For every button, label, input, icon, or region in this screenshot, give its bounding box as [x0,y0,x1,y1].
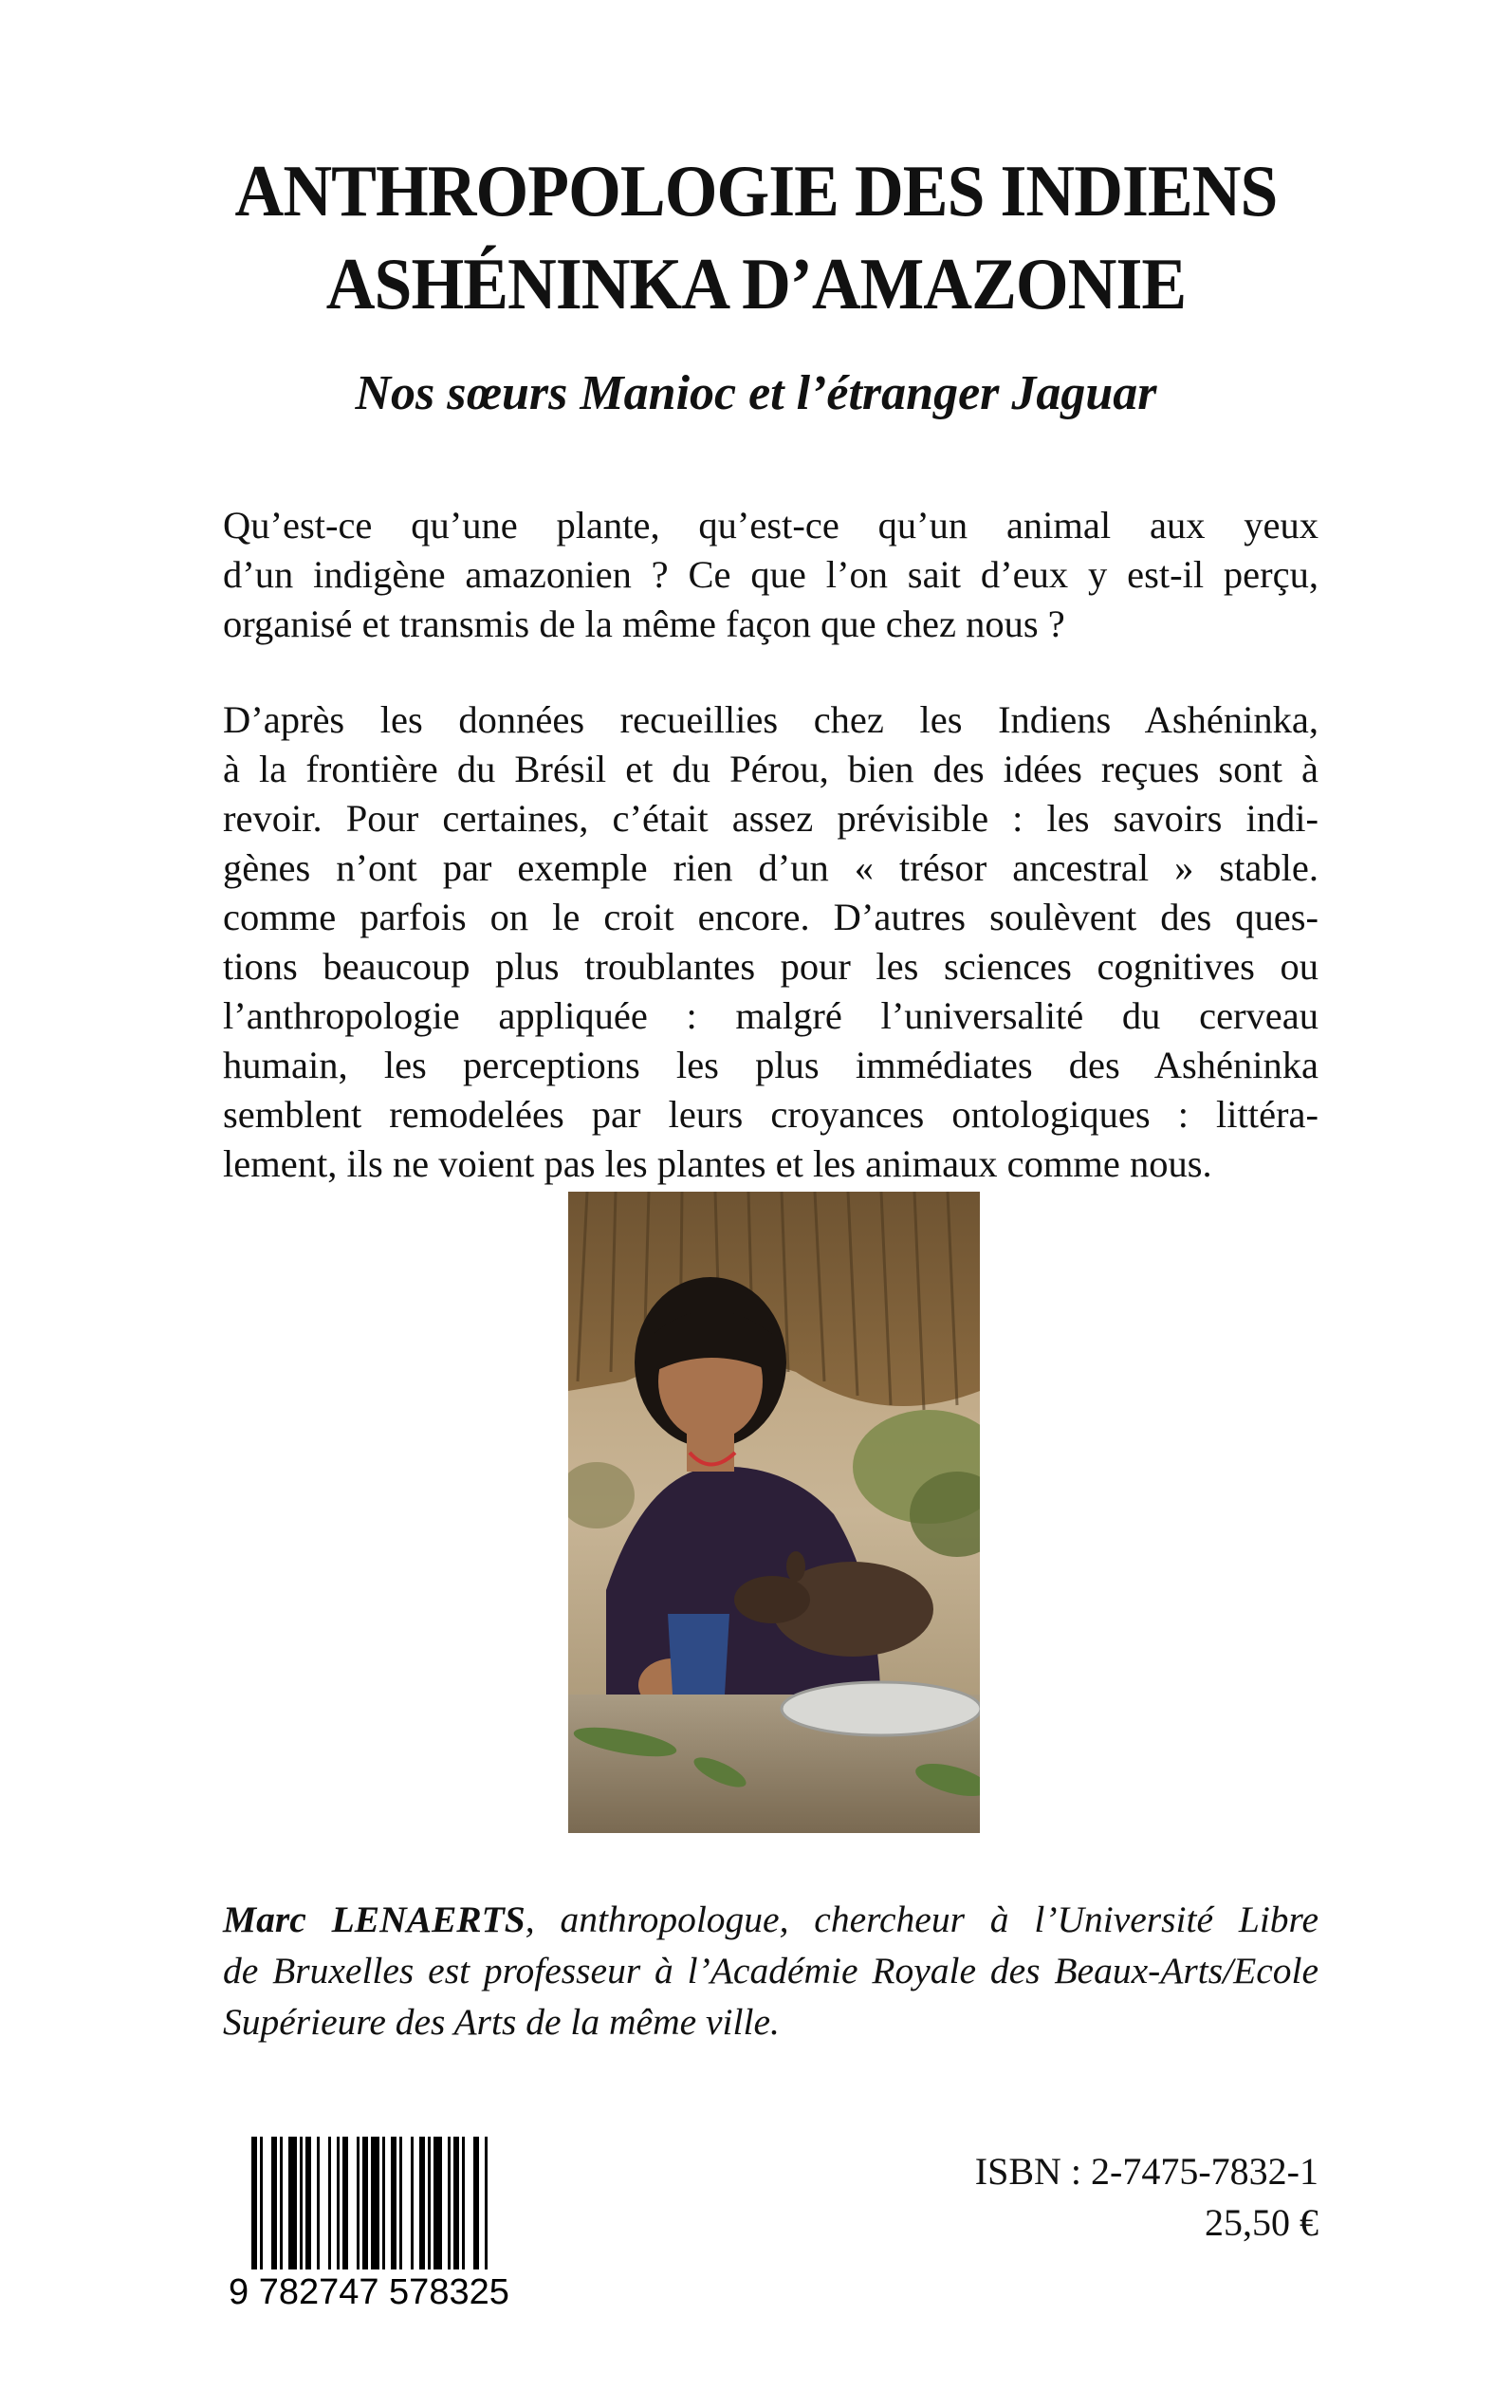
barcode-bar [399,2137,402,2269]
barcode-bar [300,2137,303,2269]
author-bio-line-2: de Bruxelles est professeur à l’Académie Royale des Beaux-Arts/Ecole [223,1950,1318,1991]
barcode-bar [391,2137,396,2269]
barcode-bar [328,2137,331,2269]
barcode-bar [371,2137,379,2269]
blurb-line: comme parfois on le croit encore. D’autres soulèvent des ques- [223,896,1318,938]
barcode-bar [448,2137,451,2269]
barcode-bar [453,2137,459,2269]
barcode-bar [411,2137,414,2269]
blurb-line: lement, ils ne voient pas les plantes et les animaux comme nous. [223,1142,1212,1185]
isbn: ISBN : 2-7475-7832-1 [974,2150,1318,2193]
blurb-line: organisé et transmis de la même façon que chez nous ? [223,602,1065,645]
barcode-bar [462,2137,465,2269]
price: 25,50 € [1205,2201,1318,2244]
barcode-bars [251,2137,488,2269]
barcode [223,2137,612,2307]
barcode-bar [288,2137,297,2269]
blurb-line: revoir. Pour certaines, c’était assez prévisible : les savoirs indi- [223,797,1318,840]
barcode-bar [280,2137,283,2269]
barcode-bar [433,2137,442,2269]
blurb-line: l’anthropologie appliquée : malgré l’universalité du cerveau [223,994,1318,1037]
barcode-bar [305,2137,311,2269]
blurb-line: d’un indigène amazonien ? Ce que l’on sait d’eux y est-il perçu, [223,553,1318,596]
barcode-bar [362,2137,368,2269]
author-bio-line-1-rest: , anthropologue, chercheur à l’Université Libre [525,1899,1318,1940]
barcode-bar [317,2137,320,2269]
author-bio-line-1 [223,1894,1318,1945]
author-bio [223,1894,1318,2047]
photo-cup [668,1614,729,1695]
blurb-paragraph-2 [223,695,1318,1189]
barcode-bar [260,2137,263,2269]
barcode-bar [428,2137,431,2269]
blurb-line: à la frontière du Brésil et du Pérou, bien des idées reçues sont à [223,748,1318,790]
blurb-paragraph-1 [223,501,1318,649]
barcode-bar [271,2137,277,2269]
title-line-2: ASHÉNINKA D’AMAZONIE [325,243,1187,324]
title-line-1: ANTHROPOLOGIE DES INDIENS [234,150,1278,232]
barcode-bar [419,2137,425,2269]
blurb-line: gènes n’ont par exemple rien d’un « trésor ancestral » stable. [223,846,1318,889]
book-subtitle: Nos sœurs Manioc et l’étranger Jaguar [355,366,1157,420]
barcode-bar [337,2137,340,2269]
blurb-line: humain, les perceptions les plus immédiates des Ashéninka [223,1044,1318,1086]
blurb-line: tions beaucoup plus troublantes pour les sciences cognitives ou [223,945,1318,988]
blurb-line: D’après les données recueillies chez les Indiens Ashéninka, [223,698,1318,741]
barcode-digits: 9 782747 578325 [229,2272,509,2307]
barcode-bar [473,2137,479,2269]
barcode-bar [357,2137,360,2269]
barcode-bar [342,2137,348,2269]
book-title [185,144,1326,330]
barcode-bar [251,2137,257,2269]
blurb-line: semblent remodelées par leurs croyances ontologiques : littéra- [223,1093,1318,1136]
barcode-bar [382,2137,385,2269]
cover-photo [568,1192,980,1833]
photo-plate [782,1682,980,1735]
author-name: Marc LENAERTS [223,1899,526,1940]
author-bio-line-3: Supérieure des Arts de la même ville. [223,2001,780,2043]
blurb-line: Qu’est-ce qu’une plante, qu’est-ce qu’un animal aux yeux [223,504,1318,546]
barcode-bar [485,2137,488,2269]
